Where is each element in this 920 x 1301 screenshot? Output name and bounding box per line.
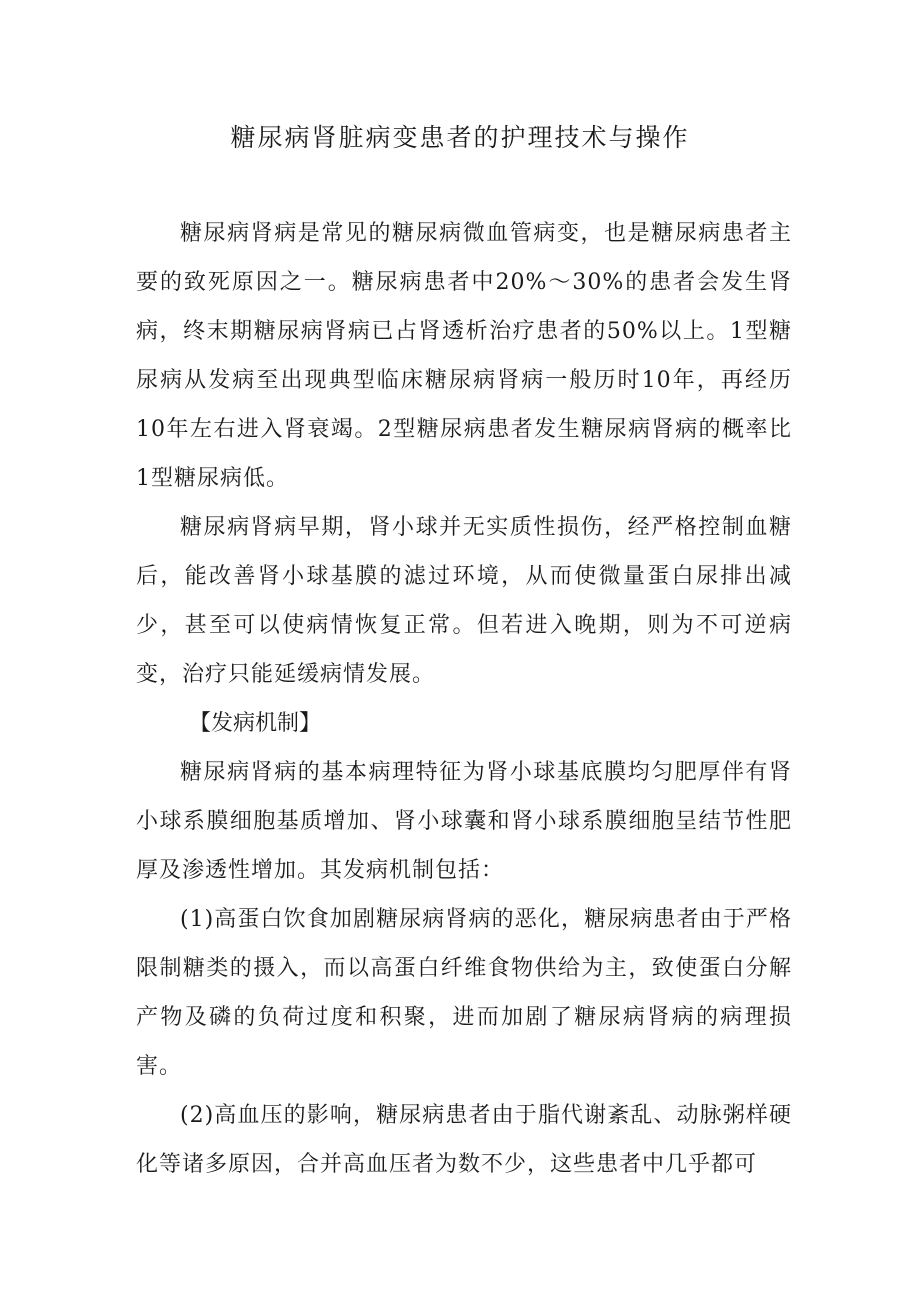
paragraph-pathology: 糖尿病肾病的基本病理特征为肾小球基底膜均匀肥厚伴有肾小球系膜细胞基质增加、肾小球囊和肾小球系膜细胞呈结节性肥厚及渗透性增加。其发病机制包括：: [136, 760, 792, 883]
paragraph-early-stage: 糖尿病肾病早期，肾小球并无实质性损伤，经严格控制血糖后，能改善肾小球基膜的滤过环境，从而使微量蛋白尿排出减少，甚至可以使病情恢复正常。但若进入晚期，则为不可逆病变，治疗只能延缓病情发展。: [136, 515, 792, 687]
paragraph-mechanism-1: (1)高蛋白饮食加剧糖尿病肾病的恶化，糖尿病患者由于严格限制糖类的摄入，而以高蛋白纤维食物供给为主，致使蛋白分解产物及磷的负荷过度和积聚，进而加剧了糖尿病肾病的病理损害。: [136, 907, 792, 1079]
document-title: 糖尿病肾脏病变患者的护理技术与操作: [230, 123, 690, 152]
section-heading-pathogenesis: 【发病机制】: [189, 711, 322, 736]
paragraph-intro: 糖尿病肾病是常见的糖尿病微血管病变，也是糖尿病患者主要的致死原因之一。糖尿病患者中20%～30%的患者会发生肾病，终末期糖尿病肾病已占肾透析治疗患者的50%以上。1型糖尿病从发病至出现典型临床糖尿病肾病一般历时10年，再经历10年左右进入肾衰竭。2型糖尿病患者发生糖尿病肾病的概率比1型糖尿病低。: [136, 221, 792, 491]
paragraph-mechanism-2: (2)高血压的影响，糖尿病患者由于脂代谢紊乱、动脉粥样硬化等诸多原因，合并高血压者为数不少，这些患者中几乎都可: [136, 1103, 792, 1177]
document-body: [136, 209, 792, 1189]
